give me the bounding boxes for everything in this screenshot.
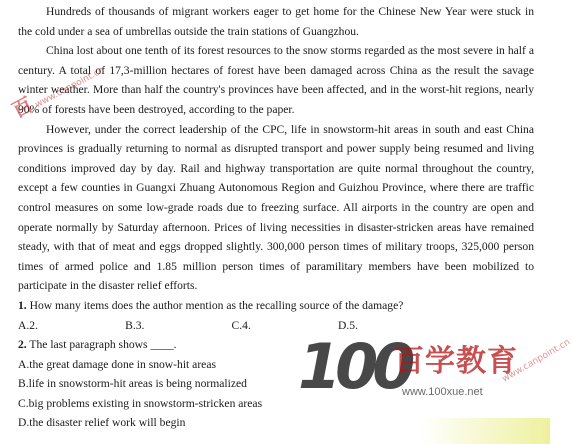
- question-1-options: [18, 316, 358, 336]
- option-2d: D.the disaster relief work will begin: [18, 416, 186, 430]
- stamp-url: www.canpoint.cn: [33, 65, 107, 111]
- option-2a: A.the great damage done in snow-hit areas: [18, 357, 216, 371]
- option-1c: C.4.: [231, 318, 251, 332]
- stamp-glyph: 百: [7, 92, 37, 123]
- paragraph-2: China lost about one tenth of its forest resources to the snow storms regarded as the most severe in half a century. A total of 17,3-million hectares of forest have been damaged across China as the result the savage winter weather. More than half the country's provinces have been affected, and in the worst-hit regions, nearly 90% of forests have been destroyed, according to the paper.: [18, 44, 534, 116]
- document-text: [18, 2, 534, 433]
- option-1a: A.2.: [18, 318, 38, 332]
- question-2-number: 2.: [18, 338, 27, 352]
- option-1d: D.5.: [338, 318, 358, 332]
- option-2c: C.big problems existing in snowstorm-stricken areas: [18, 396, 263, 410]
- question-1-text: How many items does the author mention as the recalling source of the damage?: [26, 298, 404, 312]
- question-1-number: 1.: [18, 298, 27, 312]
- option-2b: B.life in snowstorm-hit areas is being normalized: [18, 377, 247, 391]
- logo-chinese: 百学教育: [394, 344, 518, 379]
- option-1b: B.3.: [125, 318, 145, 332]
- paragraph-1: Hundreds of thousands of migrant workers eager to get home for the Chinese New Year were stuck in the cold under a sea of umbrellas outside the train stations of Guangzhou.: [18, 5, 534, 38]
- logo-url: www.100xue.net: [402, 386, 483, 398]
- paragraph-3: However, under the correct leadership of the CPC, life in snowstorm-hit areas in south and east China provinces is gradually returning to normal as disrupted transport and power supply being resumed and living conditions improved day by day. Rail and highway transportation are quite normal throughout the country, except a few counties in Guangxi Zhuang Autonomous Region and Guizhou Province, where there are traffic control measures on some low-grade roads due to freezing surface. All airports in the country are open and operate normally by Saturday afternoon. Prices of living necessities in disaster-stricken areas have remained steady, with that of meat and eggs dropped slightly. 300,000 person times of military troops, 325,000 person times of armed police and 1.85 million person times of paramilitary members have been mobilized to participate in the disaster relief efforts.: [18, 122, 534, 293]
- logo-side-url: www.canpoint.cn: [500, 337, 572, 385]
- question-1: [18, 296, 534, 316]
- logo-number: 100: [298, 330, 410, 403]
- question-2-text: The last paragraph shows ____.: [26, 338, 177, 352]
- question-2: [18, 335, 534, 355]
